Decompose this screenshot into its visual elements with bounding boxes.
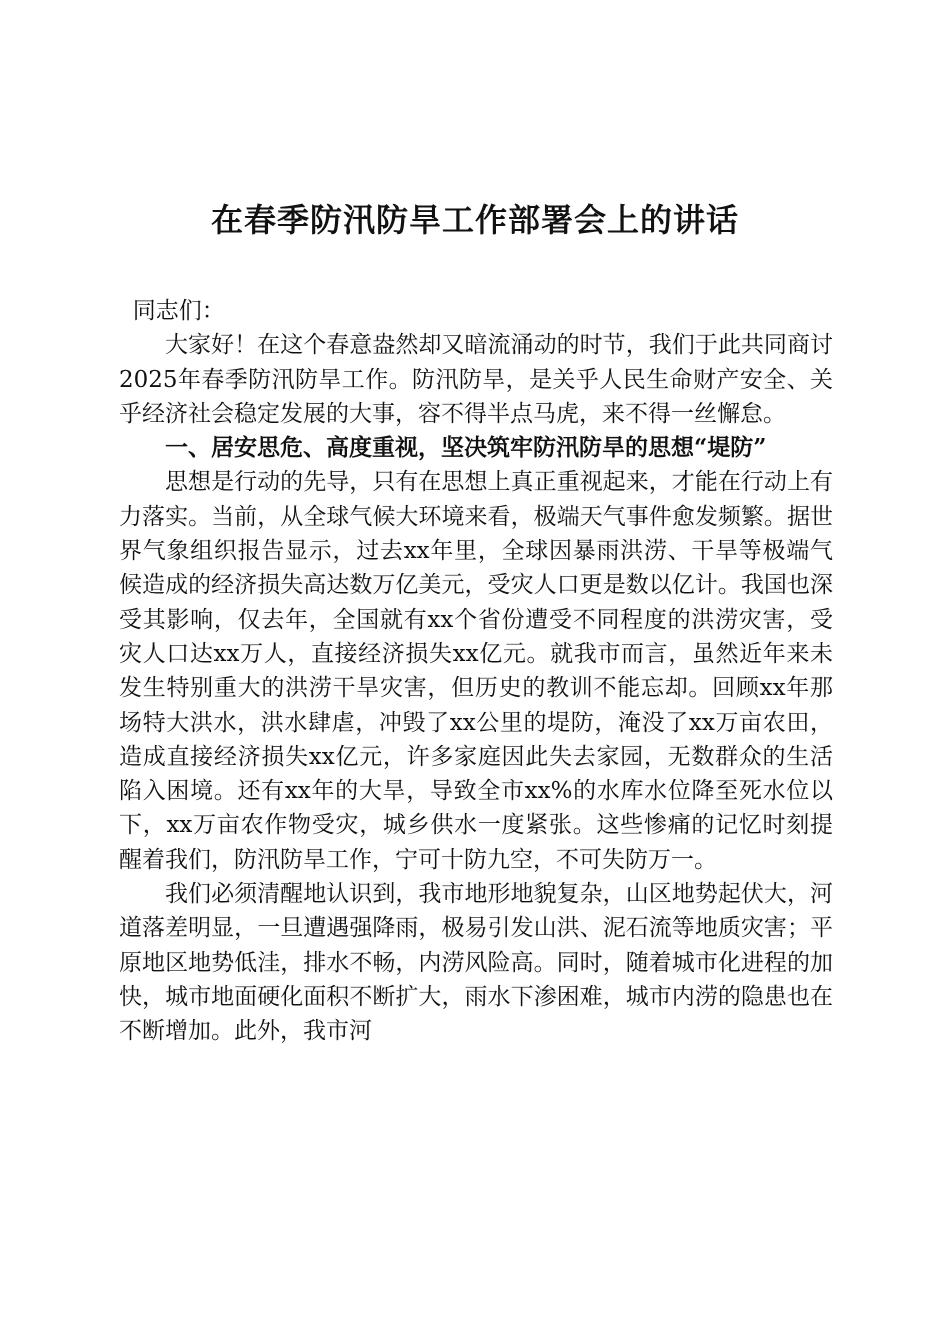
body-paragraph: 我们必须清醒地认识到，我市地形地貌复杂，山区地势起伏大，河道落差明显，一旦遭遇强降雨，极易引发山洪、泥石流等地质灾害；平原地区地势低洼，排水不畅，内涝风险高。同时，随着城市化进程的加快，城市地面硬化面积不断扩大，雨水下渗困难，城市内涝的隐患也在不断增加。此外，我市河 [119, 881, 833, 1045]
body-paragraph: 思想是行动的先导，只有在思想上真正重视起来，才能在行动上有力落实。当前，从全球气候大环境来看，极端天气事件愈发频繁。据世界气象组织报告显示，过去xx年里，全球因暴雨洪涝、干旱等极端气候造成的经济损失高达数万亿美元，受灾人口更是数以亿计。我国也深受其影响，仅去年，全国就有xx个省份遭受不同程度的洪涝灾害，受灾人口达xx万人，直接经济损失xx亿元。就我市而言，虽然近年来未发生特别重大的洪涝干旱灾害，但历史的教训不能忘却。回顾xx年那场特大洪水，洪水肆虐，冲毁了xx公里的堤防，淹没了xx万亩农田，造成直接经济损失xx亿元，许多家庭因此失去家园，无数群众的生活陷入困境。还有xx年的大旱，导致全市xx%的水库水位降至死水位以下，xx万亩农作物受灾，城乡供水一度紧张。这些惨痛的记忆时刻提醒着我们，防汛防旱工作，宁可十防九空，不可失防万一。 [119, 469, 833, 873]
document-body [119, 294, 833, 1049]
intro-paragraph: 大家好！在这个春意盎然却又暗流涌动的时节，我们于此共同商讨2025年春季防汛防旱工作。防汛防旱，是关乎人民生命财产安全、关乎经济社会稳定发展的大事，容不得半点马虎，来不得一丝懈怠。 [119, 332, 833, 427]
section-heading: 一、居安思危、高度重视，坚决筑牢防汛防旱的思想“堤防” [165, 434, 767, 462]
document-title: 在春季防汛防旱工作部署会上的讲话 [210, 201, 739, 239]
salutation: 同志们： [132, 298, 225, 324]
